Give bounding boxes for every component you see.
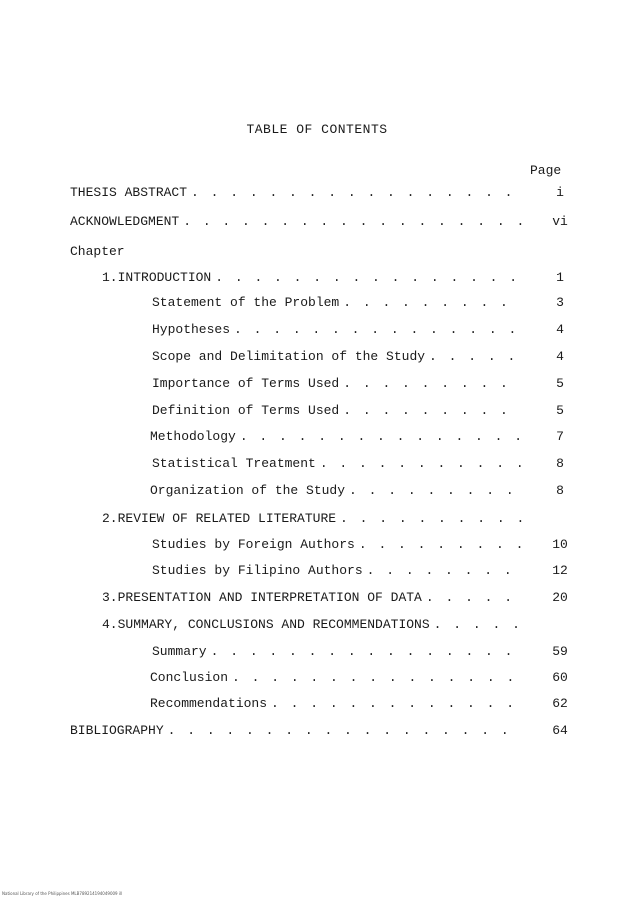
dot-leader: [191, 185, 522, 200]
dot-leader: [343, 403, 522, 418]
toc-entry-page: 20: [552, 590, 568, 605]
toc-entry-label: Definition of Terms Used: [152, 403, 340, 418]
dot-leader: [211, 644, 522, 659]
toc-entry-label: SUMMARY, CONCLUSIONS AND RECOMMENDATIONS: [117, 617, 430, 632]
toc-entry-summary: [152, 644, 526, 662]
toc-entry-page: 12: [552, 563, 568, 578]
dot-leader: [234, 322, 522, 337]
toc-entry-page: 10: [552, 537, 568, 552]
dot-leader: [340, 511, 522, 526]
chapter-number: 3.: [102, 590, 118, 605]
chapter-column-header: Chapter: [70, 244, 125, 259]
dot-leader: [426, 590, 522, 605]
toc-entry-filipino-authors: [152, 563, 526, 581]
toc-entry-page: 64: [552, 723, 568, 738]
chapter-number: 2.: [102, 511, 118, 526]
toc-chapter-introduction: [102, 270, 526, 288]
toc-entry-importance-of-terms: [152, 376, 526, 394]
toc-entry-definition-of-terms: [152, 403, 526, 421]
library-footer: National Library of the Philippines MLB789214194049009 ill: [2, 891, 123, 896]
toc-chapter-summary: [102, 617, 526, 635]
toc-entry-page: 5: [556, 376, 564, 391]
toc-entry-label: Hypotheses: [152, 322, 231, 337]
toc-entry-page: 8: [556, 456, 564, 471]
dot-leader: [215, 270, 522, 285]
dot-leader: [434, 617, 522, 632]
toc-entry-label: Studies by Foreign Authors: [152, 537, 355, 552]
toc-entry-page: 60: [552, 670, 568, 685]
toc-entry-label: Recommendations: [150, 696, 268, 711]
dot-leader: [429, 349, 522, 364]
toc-entry-label: Methodology: [150, 429, 236, 444]
toc-entry-label: Conclusion: [150, 670, 229, 685]
toc-entry-page: vi: [552, 214, 568, 229]
toc-entry-label: Organization of the Study: [150, 483, 346, 498]
dot-leader: [271, 696, 522, 711]
toc-entry-acknowledgment: [70, 214, 526, 232]
toc-entry-page: i: [556, 185, 564, 200]
toc-entry-statistical-treatment: [152, 456, 526, 474]
dot-leader: [232, 670, 522, 685]
dot-leader: [320, 456, 522, 471]
dot-leader: [343, 376, 522, 391]
toc-entry-page: 4: [556, 349, 564, 364]
toc-entry-page: 7: [556, 429, 564, 444]
toc-entry-statement-of-problem: [152, 295, 526, 313]
toc-entry-bibliography: [70, 723, 526, 741]
toc-entry-label: Statement of the Problem: [152, 295, 340, 310]
dot-leader: [359, 537, 522, 552]
toc-entry-page: 5: [556, 403, 564, 418]
dot-leader: [349, 483, 522, 498]
toc-entry-methodology: [150, 429, 526, 447]
toc-entry-page: 1: [556, 270, 564, 285]
toc-entry-page: 4: [556, 322, 564, 337]
toc-entry-label: PRESENTATION AND INTERPRETATION OF DATA: [117, 590, 422, 605]
toc-entry-page: 62: [552, 696, 568, 711]
toc-entry-organization-of-study: [150, 483, 526, 501]
dot-leader: [240, 429, 522, 444]
toc-entry-label: Statistical Treatment: [152, 456, 316, 471]
toc-entry-page: 59: [552, 644, 568, 659]
toc-entry-conclusion: [150, 670, 526, 688]
dot-leader: [183, 214, 522, 229]
toc-entry-label: Studies by Filipino Authors: [152, 563, 363, 578]
toc-entry-page: 3: [556, 295, 564, 310]
toc-entry-label: Summary: [152, 644, 207, 659]
dot-leader: [168, 723, 522, 738]
toc-entry-label: Importance of Terms Used: [152, 376, 340, 391]
toc-entry-label: THESIS ABSTRACT: [70, 185, 188, 200]
toc-entry-foreign-authors: [152, 537, 526, 555]
dot-leader: [367, 563, 522, 578]
dot-leader: [343, 295, 522, 310]
toc-entry-label: INTRODUCTION: [117, 270, 212, 285]
toc-entry-page: 8: [556, 483, 564, 498]
chapter-number: 4.: [102, 617, 118, 632]
chapter-number: 1.: [102, 270, 118, 285]
toc-entry-label: ACKNOWLEDGMENT: [70, 214, 180, 229]
toc-chapter-review-literature: [102, 511, 526, 529]
page-title: TABLE OF CONTENTS: [246, 122, 388, 137]
page-column-header: Page: [530, 163, 562, 178]
toc-entry-thesis-abstract: [70, 185, 526, 203]
toc-entry-label: Scope and Delimitation of the Study: [152, 349, 426, 364]
toc-entry-scope-delimitation: [152, 349, 526, 367]
toc-entry-hypotheses: [152, 322, 526, 340]
toc-entry-label: BIBLIOGRAPHY: [70, 723, 164, 738]
toc-chapter-presentation: [102, 590, 526, 608]
toc-entry-recommendations: [150, 696, 526, 714]
toc-entry-label: REVIEW OF RELATED LITERATURE: [117, 511, 337, 526]
